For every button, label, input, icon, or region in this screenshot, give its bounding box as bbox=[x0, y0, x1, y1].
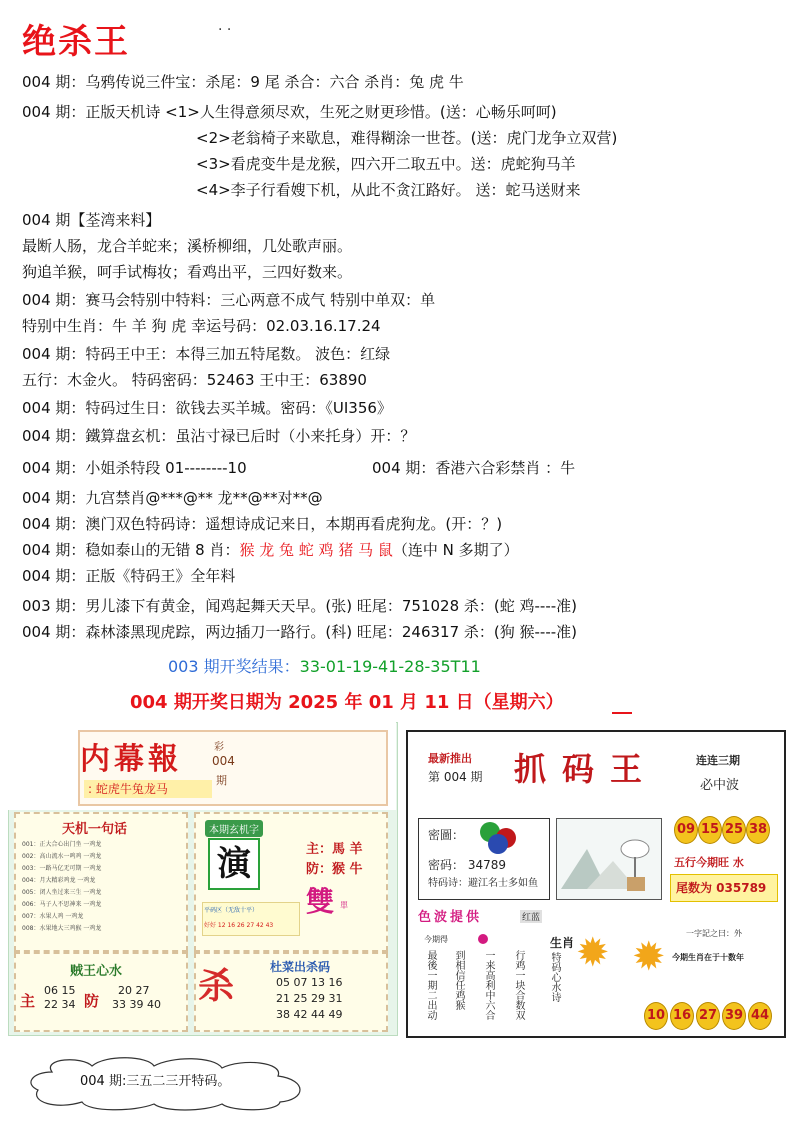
content-line bbox=[22, 344, 390, 364]
zeiwang-main-label: 主 bbox=[20, 992, 36, 1010]
content-line bbox=[22, 566, 235, 586]
content-line bbox=[22, 102, 557, 122]
draw-date: 004 期开奖日期为 2025 年 01 月 11 日（星期六） bbox=[130, 692, 564, 713]
xuanji-tag: 本期玄机字 bbox=[205, 820, 263, 837]
number-ball: 15 bbox=[698, 816, 722, 844]
tianji-row: 002：高山流水一鸣鸡 一鸡龙 bbox=[22, 853, 102, 860]
line-text: 004 期：鐵算盘玄机：虽沾寸禄已后时（小来托身）开：？ bbox=[22, 427, 416, 445]
content-line bbox=[22, 398, 392, 418]
sebo-tag: 红蓝 bbox=[520, 910, 542, 923]
line-text: 五行：木金火。 特码密码：52463 王中王：63890 bbox=[22, 371, 367, 389]
mitu-label: 密圖： bbox=[428, 828, 465, 842]
vertical-col: 一来高利中六合 bbox=[483, 950, 494, 1020]
line-text: 特别中生肖：牛 羊 狗 虎 幸运号码：02.03.16.17.24 bbox=[22, 317, 381, 335]
content-line bbox=[22, 596, 577, 616]
number-ball: 16 bbox=[670, 1002, 694, 1030]
neimubao-qi: 期 bbox=[216, 774, 227, 787]
content-line bbox=[22, 210, 160, 230]
zhuama-new: 最新推出 bbox=[428, 752, 472, 765]
result-label: 003 期开奖结果： bbox=[168, 657, 300, 676]
yizi-line: 一字記之曰：外 bbox=[686, 929, 742, 938]
xuanji-character: 演 bbox=[208, 838, 260, 890]
tianji-row: 005：闭人坐过来三生 一鸡龙 bbox=[22, 889, 102, 896]
line-after-text: （连中 N 多期了） bbox=[392, 541, 519, 559]
sun-icon: ✹ bbox=[576, 930, 610, 976]
shuang-character: 雙 bbox=[306, 885, 335, 918]
zeiwang-num: 33 39 40 bbox=[112, 998, 161, 1011]
hk-line: 004 期：香港六合彩禁肖 ：牛 bbox=[372, 459, 576, 477]
zhuama-lianlian: 连连三期 bbox=[696, 754, 740, 767]
number-ball: 39 bbox=[722, 1002, 746, 1030]
content-line bbox=[22, 290, 435, 310]
tema-poem: 特码诗：避江名士多如鱼 bbox=[428, 878, 538, 889]
content-line bbox=[22, 426, 415, 446]
line-text: 004 期：特码王中王：本得三加五特尾数。 波色：红绿 bbox=[22, 345, 391, 363]
neimubao-issue: 004 bbox=[212, 754, 235, 768]
tianji-row: 006：马子人不思神来 一鸡龙 bbox=[22, 901, 102, 908]
pingma-title: 平码区（无敌十平） bbox=[204, 907, 259, 914]
result-numbers: 33-01-19-41-28-35T11 bbox=[299, 657, 481, 676]
content-line bbox=[22, 540, 519, 560]
vertical-col: 最後一期二出动 bbox=[425, 950, 436, 1020]
dq-image: 杀 bbox=[198, 966, 235, 1007]
content-line bbox=[196, 180, 580, 200]
blue-ball-icon bbox=[488, 834, 508, 854]
line-text: 004 期：小姐杀特段 01--------10 bbox=[22, 459, 247, 477]
content-line bbox=[22, 458, 247, 478]
content-line bbox=[22, 622, 577, 642]
dq-row: 05 07 13 16 bbox=[276, 976, 343, 989]
line-text: 004 期【荃湾来料】 bbox=[22, 211, 161, 229]
date-underline bbox=[612, 712, 632, 714]
sebo-title: 色波提供 bbox=[418, 910, 483, 925]
zeiwang-title: 贼王心水 bbox=[70, 964, 123, 979]
content-line bbox=[22, 262, 352, 282]
tianji-row: 008：水果地大三鸡猴 一鸡龙 bbox=[22, 925, 102, 932]
sebo-dot-icon bbox=[478, 934, 488, 944]
cloud-text: 004 期:三五二三开特码。 bbox=[80, 1074, 231, 1089]
zhuama-title: 抓码王 bbox=[514, 750, 659, 788]
tianji-row: 003：一路马亿无可期 一鸡龙 bbox=[22, 865, 102, 872]
line-text: 004 期：澳门双色特码诗：遥想诗成记来日，本期再看虎狗龙。(开：？) bbox=[22, 515, 503, 533]
guard-zodiacs: 防：猴 牛 bbox=[306, 862, 363, 877]
content-line bbox=[22, 370, 367, 390]
tianji-row: 001：正大合心出门坐 一鸡龙 bbox=[22, 841, 102, 848]
number-ball: 25 bbox=[722, 816, 746, 844]
title-dots: . . bbox=[218, 18, 232, 34]
line-text: 004 期：赛马会特别中特料：三心两意不成气 特别中单双：单 bbox=[22, 291, 436, 309]
line-text: <4>李子行看嫂下机，从此不贪江路好。 送：蛇马送财来 bbox=[196, 181, 581, 199]
dq-title: 杜菜出杀码 bbox=[270, 960, 331, 974]
number-ball: 10 bbox=[644, 1002, 668, 1030]
line-text: 最断人肠，龙合羊蛇来；溪桥柳细，几处歌声丽。 bbox=[22, 237, 353, 255]
weishu-line: 尾数为 035789 bbox=[676, 881, 767, 895]
content-line bbox=[196, 128, 617, 148]
line-text: 004 期：森林漆黑现虎踪，两边插刀一路行。(科) 旺尾：246317 杀：(狗 猴----准) bbox=[22, 623, 578, 641]
content-line bbox=[22, 316, 381, 336]
tianji-title: 天机一句话 bbox=[62, 822, 128, 837]
dq-row: 21 25 29 31 bbox=[276, 992, 343, 1005]
zhuama-issue: 第 004 期 bbox=[428, 770, 483, 784]
number-ball: 44 bbox=[748, 1002, 772, 1030]
content-line bbox=[22, 488, 323, 508]
tianji-row: 004：月大精彩鸡龙 一鸡龙 bbox=[22, 877, 96, 884]
content-line bbox=[196, 154, 576, 174]
line-text: 004 期：正版《特码王》全年料 bbox=[22, 567, 236, 585]
vertical-col: 到相信任鸡猴 bbox=[453, 950, 464, 1010]
vertical-col: 行鸡一块合数双 bbox=[513, 950, 524, 1020]
line-text: 004 期：乌鸦传说三件宝：杀尾：9 尾 杀合：六合 杀肖：兔 虎 牛 bbox=[22, 73, 464, 91]
dan-character: 單 bbox=[340, 901, 348, 910]
line-text: 狗追羊猴，呵手试梅妆；看鸡出平，三四好数来。 bbox=[22, 263, 353, 281]
line-text: <2>老翁椅子来歇息，难得糊涂一世苍。(送：虎门龙争立双营) bbox=[196, 129, 618, 147]
crane-picture bbox=[556, 818, 662, 900]
number-ball: 09 bbox=[674, 816, 698, 844]
content-line bbox=[22, 514, 502, 534]
neimubao-zodiacs: : 蛇虎牛兔龙马 bbox=[84, 780, 212, 798]
content-line bbox=[22, 236, 352, 256]
shengxiao-col: 特码心水诗 bbox=[549, 952, 560, 1002]
qiyue-line: 今期生肖在于十数年 bbox=[672, 953, 744, 962]
result-line bbox=[168, 654, 481, 677]
line-text: 004 期：正版天机诗 <1>人生得意须尽欢，生死之财更珍惜。(送：心畅乐呵呵) bbox=[22, 103, 557, 121]
content-line bbox=[22, 72, 464, 92]
dq-row: 38 42 44 49 bbox=[276, 1008, 343, 1021]
line-text: 004 期：稳如泰山的无错 8 肖： bbox=[22, 541, 240, 559]
zeiwang-num: 20 27 bbox=[118, 984, 150, 997]
wuxing-line: 五行今期旺 水 bbox=[674, 856, 744, 869]
line-text: 003 期：男儿漆下有黄金，闻鸡起舞天天早。(张) 旺尾：751028 杀：(蛇 鸡----准) bbox=[22, 597, 578, 615]
number-ball: 38 bbox=[746, 816, 770, 844]
zhuama-bizhong: 必中波 bbox=[700, 778, 740, 793]
line-red-text: 猴 龙 兔 蛇 鸡 猪 马 鼠 bbox=[239, 541, 393, 559]
mima-line: 密码： 34789 bbox=[428, 858, 506, 872]
shengxiao-label: 生肖 bbox=[550, 936, 575, 950]
pingma-numbers: 好好 12 16 26 27 42 43 bbox=[204, 922, 274, 929]
line-text: <3>看虎变牛是龙猴，四六开二取五中。送：虎蛇狗马羊 bbox=[196, 155, 576, 173]
neimubao-title: 内幕報 bbox=[80, 742, 182, 777]
page-title: 绝杀王 bbox=[22, 22, 130, 62]
main-zodiacs: 主：馬 羊 bbox=[306, 842, 363, 857]
tianji-row: 007：水果人鸡 一鸡龙 bbox=[22, 913, 84, 920]
number-ball: 27 bbox=[696, 1002, 720, 1030]
zeiwang-num: 22 34 bbox=[44, 998, 76, 1011]
neimubao-no-label: 彩 bbox=[214, 742, 224, 753]
jinqi-label: 今期得 bbox=[424, 935, 448, 944]
crane-illustration-icon bbox=[557, 819, 661, 899]
line-text: 004 期：九宫禁肖@***@** 龙**@**对**@ bbox=[22, 489, 323, 507]
zeiwang-num: 06 15 bbox=[44, 984, 76, 997]
zeiwang-guard-label: 防 bbox=[84, 992, 100, 1010]
tiger-sun-icon: ✹ bbox=[632, 934, 666, 980]
line-text: 004 期：特码过生日：欲钱去买羊城。密码：《UI356》 bbox=[22, 399, 392, 417]
